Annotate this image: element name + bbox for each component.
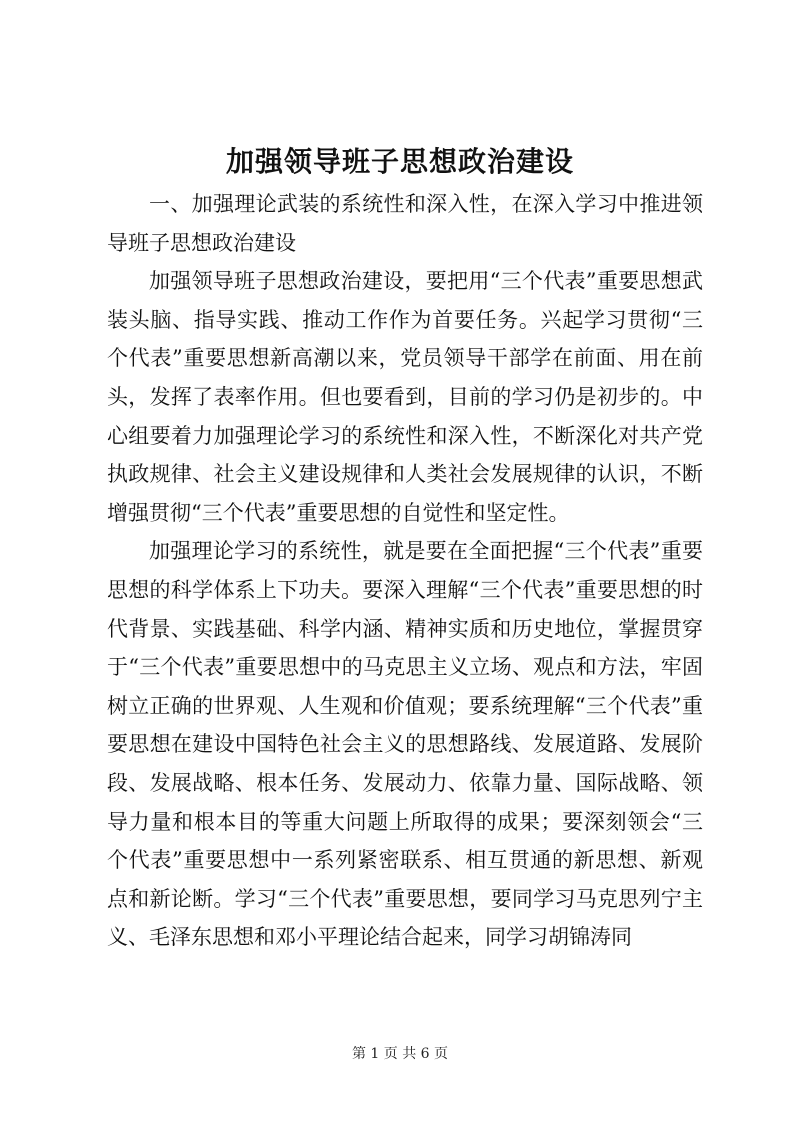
document-title: 加强领导班子思想政治建设 [225,145,574,178]
body-paragraph-1: 加强领导班子思想政治建设，要把用“三个代表”重要思想武装头脑、指导实践、推动工作作为首要任务。兴起学习贯彻“三个代表”重要思想新高潮以来，党员领导干部学在前面、用在前头，发挥了表率作用。但也要看到，目前的学习仍是初步的。中心组要着力加强理论学习的系统性和深入性，不断深化对共产党执政规律、社会主义建设规律和人类社会发展规律的认识，不断增强贯彻“三个代表”重要思想的自觉性和坚定性。 [107,269,703,525]
body-paragraph-2: 加强理论学习的系统性，就是要在全面把握“三个代表”重要思想的科学体系上下功夫。要深入理解“三个代表”重要思想的时代背景、实践基础、科学内涵、精神实质和历史地位，掌握贯穿于“三个代表”重要思想中的马克思主义立场、观点和方法，牢固树立正确的世界观、人生观和价值观；要系统理解“三个代表”重要思想在建设中国特色社会主义的思想路线、发展道路、发展阶段、发展战略、根本任务、发展动力、依靠力量、国际战略、领导力量和根本目的等重大问题上所取得的成果；要深刻领会“三个代表”重要思想中一系列紧密联系、相互贯通的新思想、新观点和新论断。学习“三个代表”重要思想，要同学习马克思列宁主义、毛泽东思想和邓小平理论结合起来，同学习胡锦涛同 [107,539,703,950]
page-number-footer: 第 1 页 共 6 页 [351,1046,449,1062]
document-body [107,185,703,957]
section-heading-paragraph: 一、加强理论武装的系统性和深入性，在深入学习中推进领导班子思想政治建设 [107,192,703,255]
